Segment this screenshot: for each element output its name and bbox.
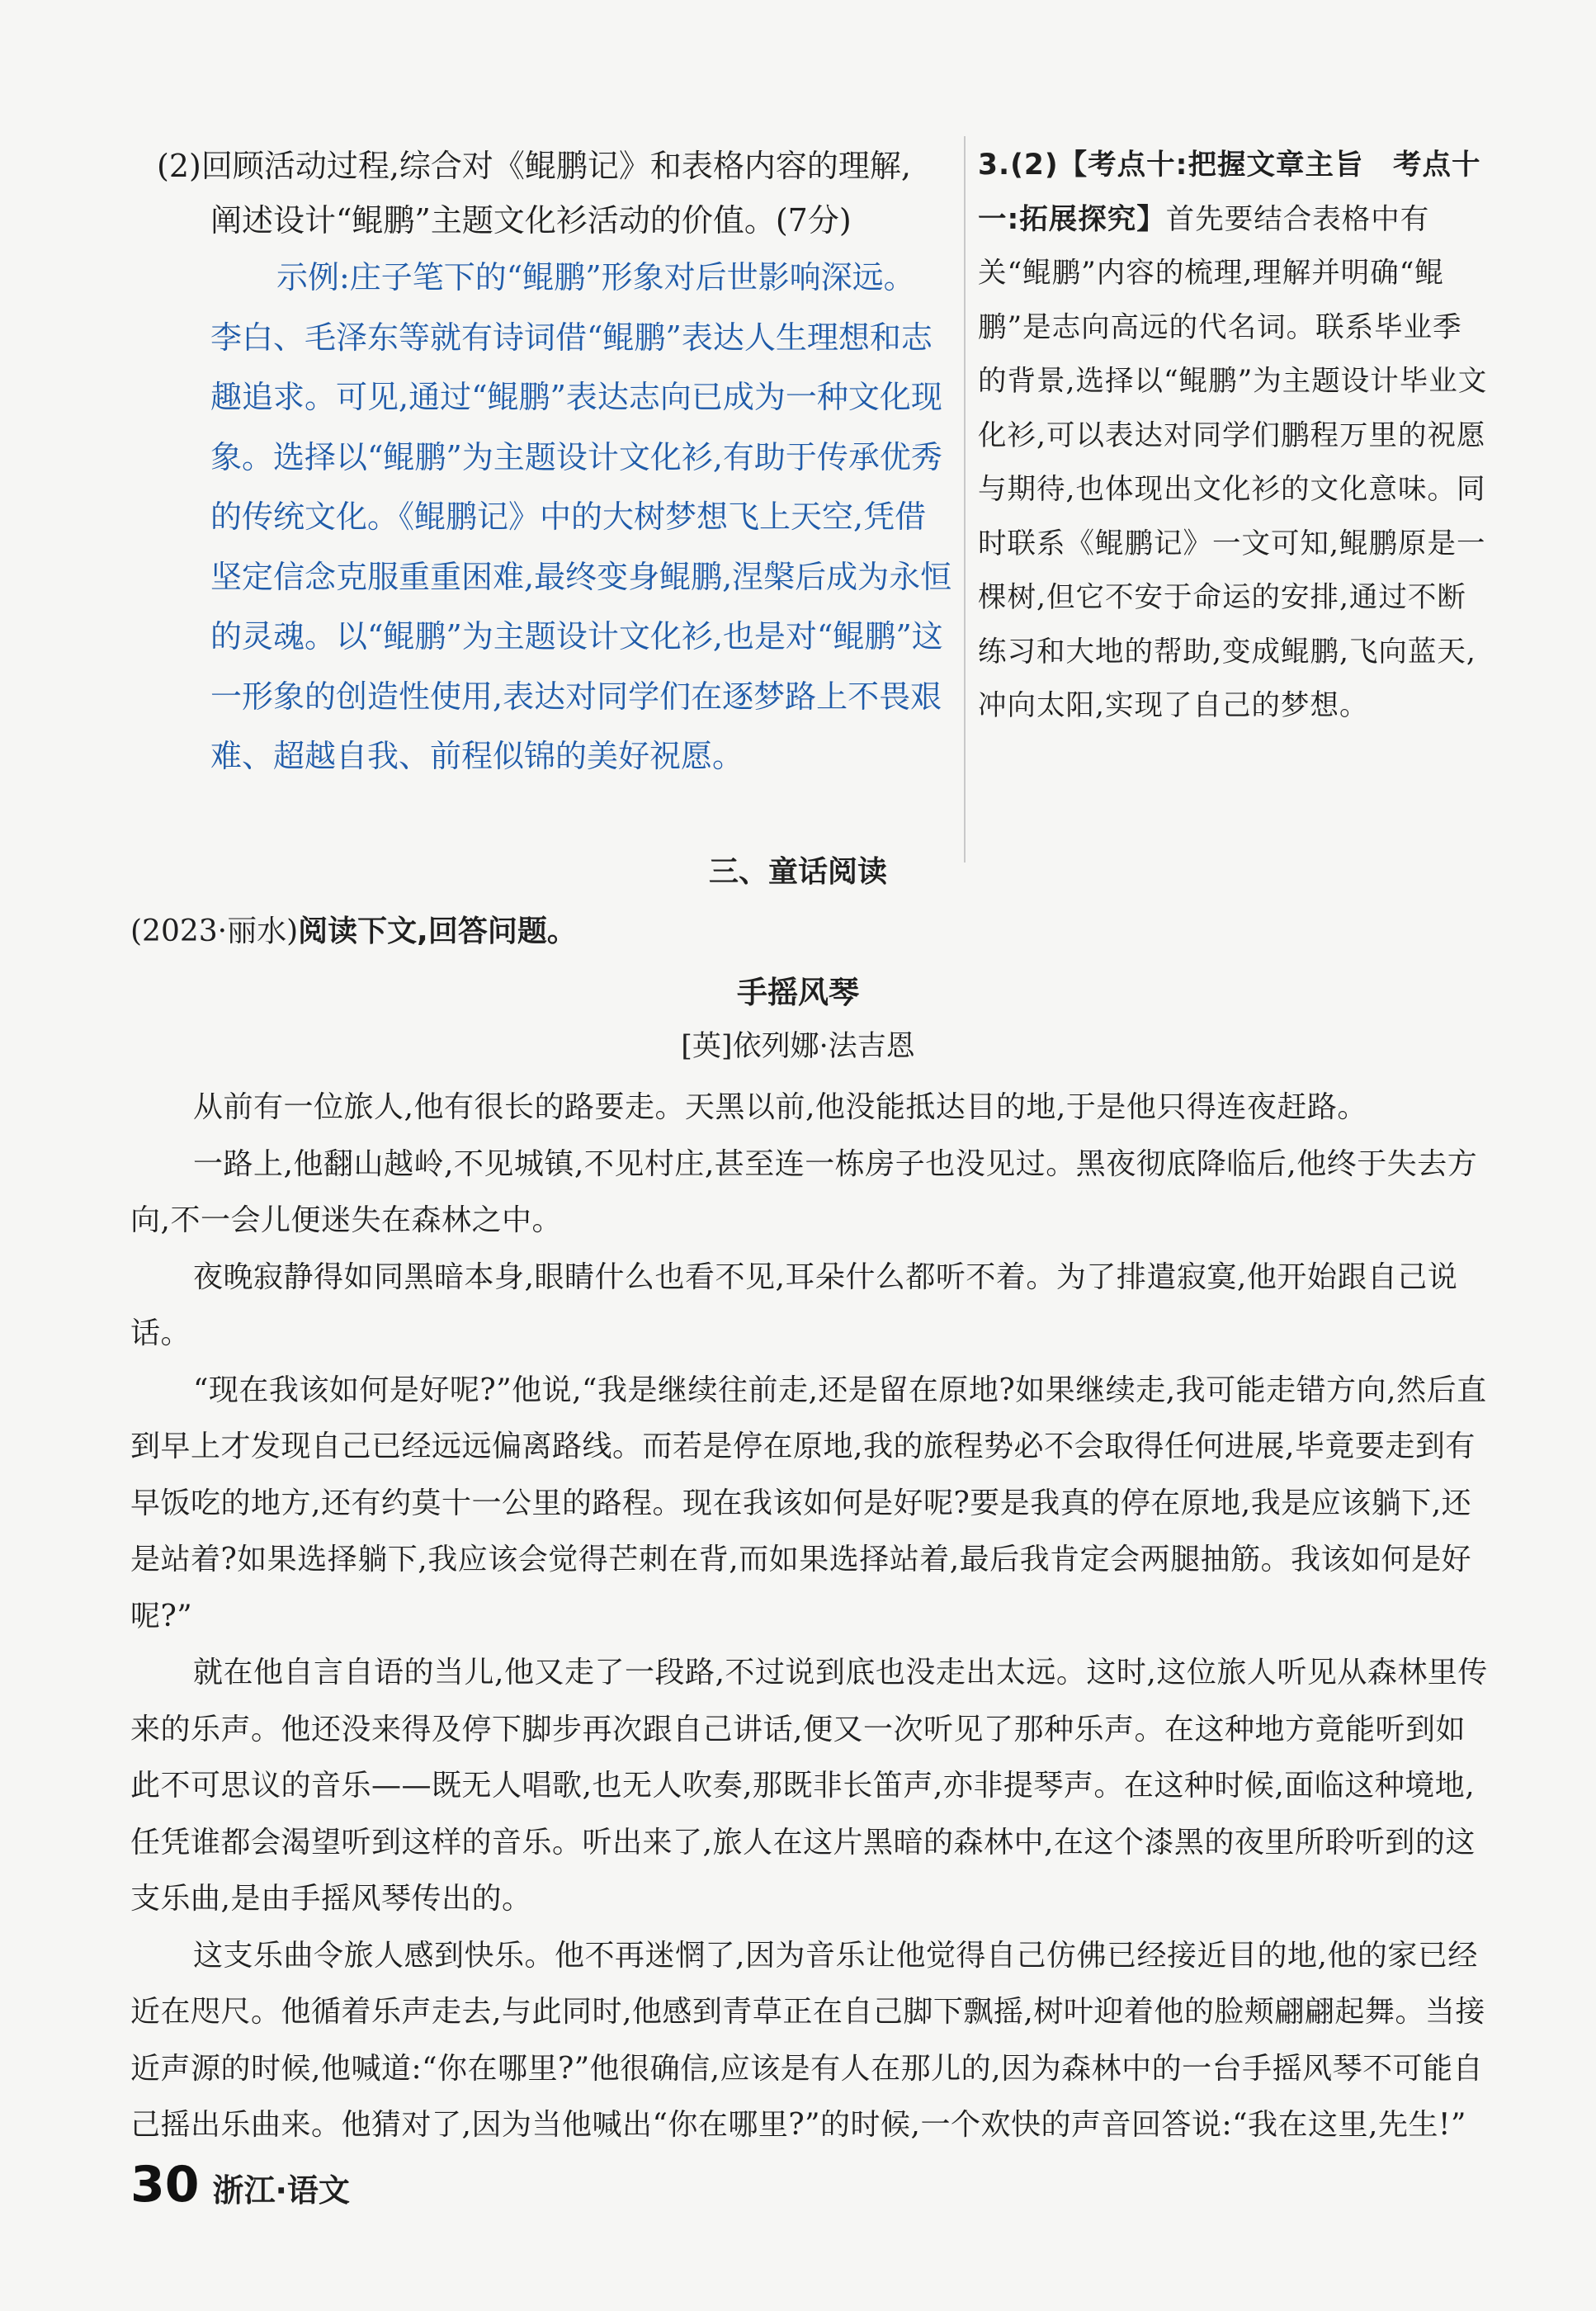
story-paragraph: 这支乐曲令旅人感到快乐。他不再迷惘了,因为音乐让他觉得自己仿佛已经接近目的地,他的家已经近在咫尺。他循着乐声走去,与此同时,他感到青草正在自己脚下飘摇,树叶迎着他的脸颊翩翩起舞。当接近声源的时候,他喊道:“你在哪里?”他很确信,应该是有人在那儿的,因为森林中的一台手摇风琴不可能自己摇出乐曲来。他猜对了,因为当他喊出“你在哪里?”的时候,一个欢快的声音回答说:“我在这里,先生!” — [130, 1938, 1485, 2142]
sample-answer — [210, 248, 957, 787]
story-body — [130, 1080, 1492, 2154]
footer-label: 浙江·语文 — [212, 2172, 350, 2209]
story-paragraph: 就在他自言自语的当儿,他又走了一段路,不过说到底也没走出太远。这时,这位旅人听见从森林里传来的乐声。他还没来得及停下脚步再次跟自己讲话,便又一次听见了那种乐声。在这种地方竟能听到如此不可思议的音乐——既无人唱歌,也无人吹奏,那既非长笛声,亦非提琴声。在这种时候,面临这种境地,任凭谁都会渴望听到这样的音乐。听出来了,旅人在这片黑暗的森林中,在这个漆黑的夜里所聆听到的这支乐曲,是由手摇风琴传出的。 — [130, 1656, 1488, 1916]
source-line — [130, 908, 577, 950]
source-prefix: (2023·丽水) — [130, 914, 299, 948]
page-footer — [130, 2156, 350, 2214]
story-paragraph: 从前有一位旅人,他有很长的路要走。天黑以前,他没能抵达目的地,于是他只得连夜赶路。 — [193, 1090, 1367, 1124]
explanation — [978, 139, 1490, 734]
source-instruction: 阅读下文,回答问题。 — [298, 914, 577, 948]
story-paragraph: “现在我该如何是好呢?”他说,“我是继续往前走,还是留在原地?如果继续走,我可能走错方向,然后直到早上才发现自己已经远远偏离路线。而若是停在原地,我的旅程势必不会取得任何进展,毕竟要走到有早饭吃的地方,还有约莫十一公里的路程。现在我该如何是好呢?要是我真的停在原地,我是应该躺下,还是站着?如果选择躺下,我应该会觉得芒刺在背,而如果选择站着,最后我肯定会两腿抽筋。我该如何是好呢?” — [130, 1373, 1487, 1633]
column-divider — [964, 136, 966, 862]
story-title: 手摇风琴 — [737, 975, 859, 1010]
sample-answer-rest: 李白、毛泽东等就有诗词借“鲲鹏”表达人生理想和志趣追求。可见,通过“鲲鹏”表达志向已成为一种文化现象。选择以“鲲鹏”为主题设计文化衫,有助于传承优秀的传统文化。《鲲鹏记》中的大树梦想飞上天空,凭借坚定信念克服重重困难,最终变身鲲鹏,涅槃后成为永恒的灵魂。以“鲲鹏”为主题设计文化衫,也是对“鲲鹏”这一形象的创造性使用,表达对同学们在逐梦路上不畏艰难、超越自我、前程似锦的美好祝愿。 — [210, 319, 952, 774]
section-title: 三、童话阅读 — [708, 855, 887, 889]
right-column — [978, 139, 1490, 734]
sample-answer-first: 示例:庄子笔下的“鲲鹏”形象对后世影响深远。 — [276, 259, 915, 295]
question-line-2: 阐述设计“鲲鹏”主题文化衫活动的价值。(7分) — [210, 202, 852, 239]
story-paragraph: 夜晚寂静得如同黑暗本身,眼睛什么也看不见,耳朵什么都听不着。为了排遣寂寞,他开始跟自己说话。 — [130, 1259, 1458, 1350]
explanation-tag: 【考点十:把握文章主旨 考点十一:拓展探究】 — [978, 149, 1481, 236]
story-author: [英]依列娜·法吉恩 — [681, 1030, 915, 1063]
question-line-1: (2)回顾活动过程,综合对《鲲鹏记》和表格内容的理解, — [157, 148, 911, 184]
explanation-number: 3.(2) — [978, 149, 1059, 182]
story-paragraph: 一路上,他翻山越岭,不见城镇,不见村庄,甚至连一栋房子也没见过。黑夜彻底降临后,他终于失去方向,不一会儿便迷失在森林之中。 — [130, 1146, 1478, 1237]
page-number: 30 — [130, 2156, 200, 2214]
explanation-text: 首先要结合表格中有关“鲲鹏”内容的梳理,理解并明确“鲲鹏”是志向高远的代名词。联系毕业季的背景,选择以“鲲鹏”为主题设计毕业文化衫,可以表达对同学们鹏程万里的祝愿与期待,也体现出文化衫的文化意味。同时联系《鲲鹏记》一文可知,鲲鹏原是一棵树,但它不安于命运的安排,通过不断练习和大地的帮助,变成鲲鹏,飞向蓝天,冲向太阳,实现了自己的梦想。 — [978, 202, 1488, 722]
left-column — [157, 139, 957, 787]
